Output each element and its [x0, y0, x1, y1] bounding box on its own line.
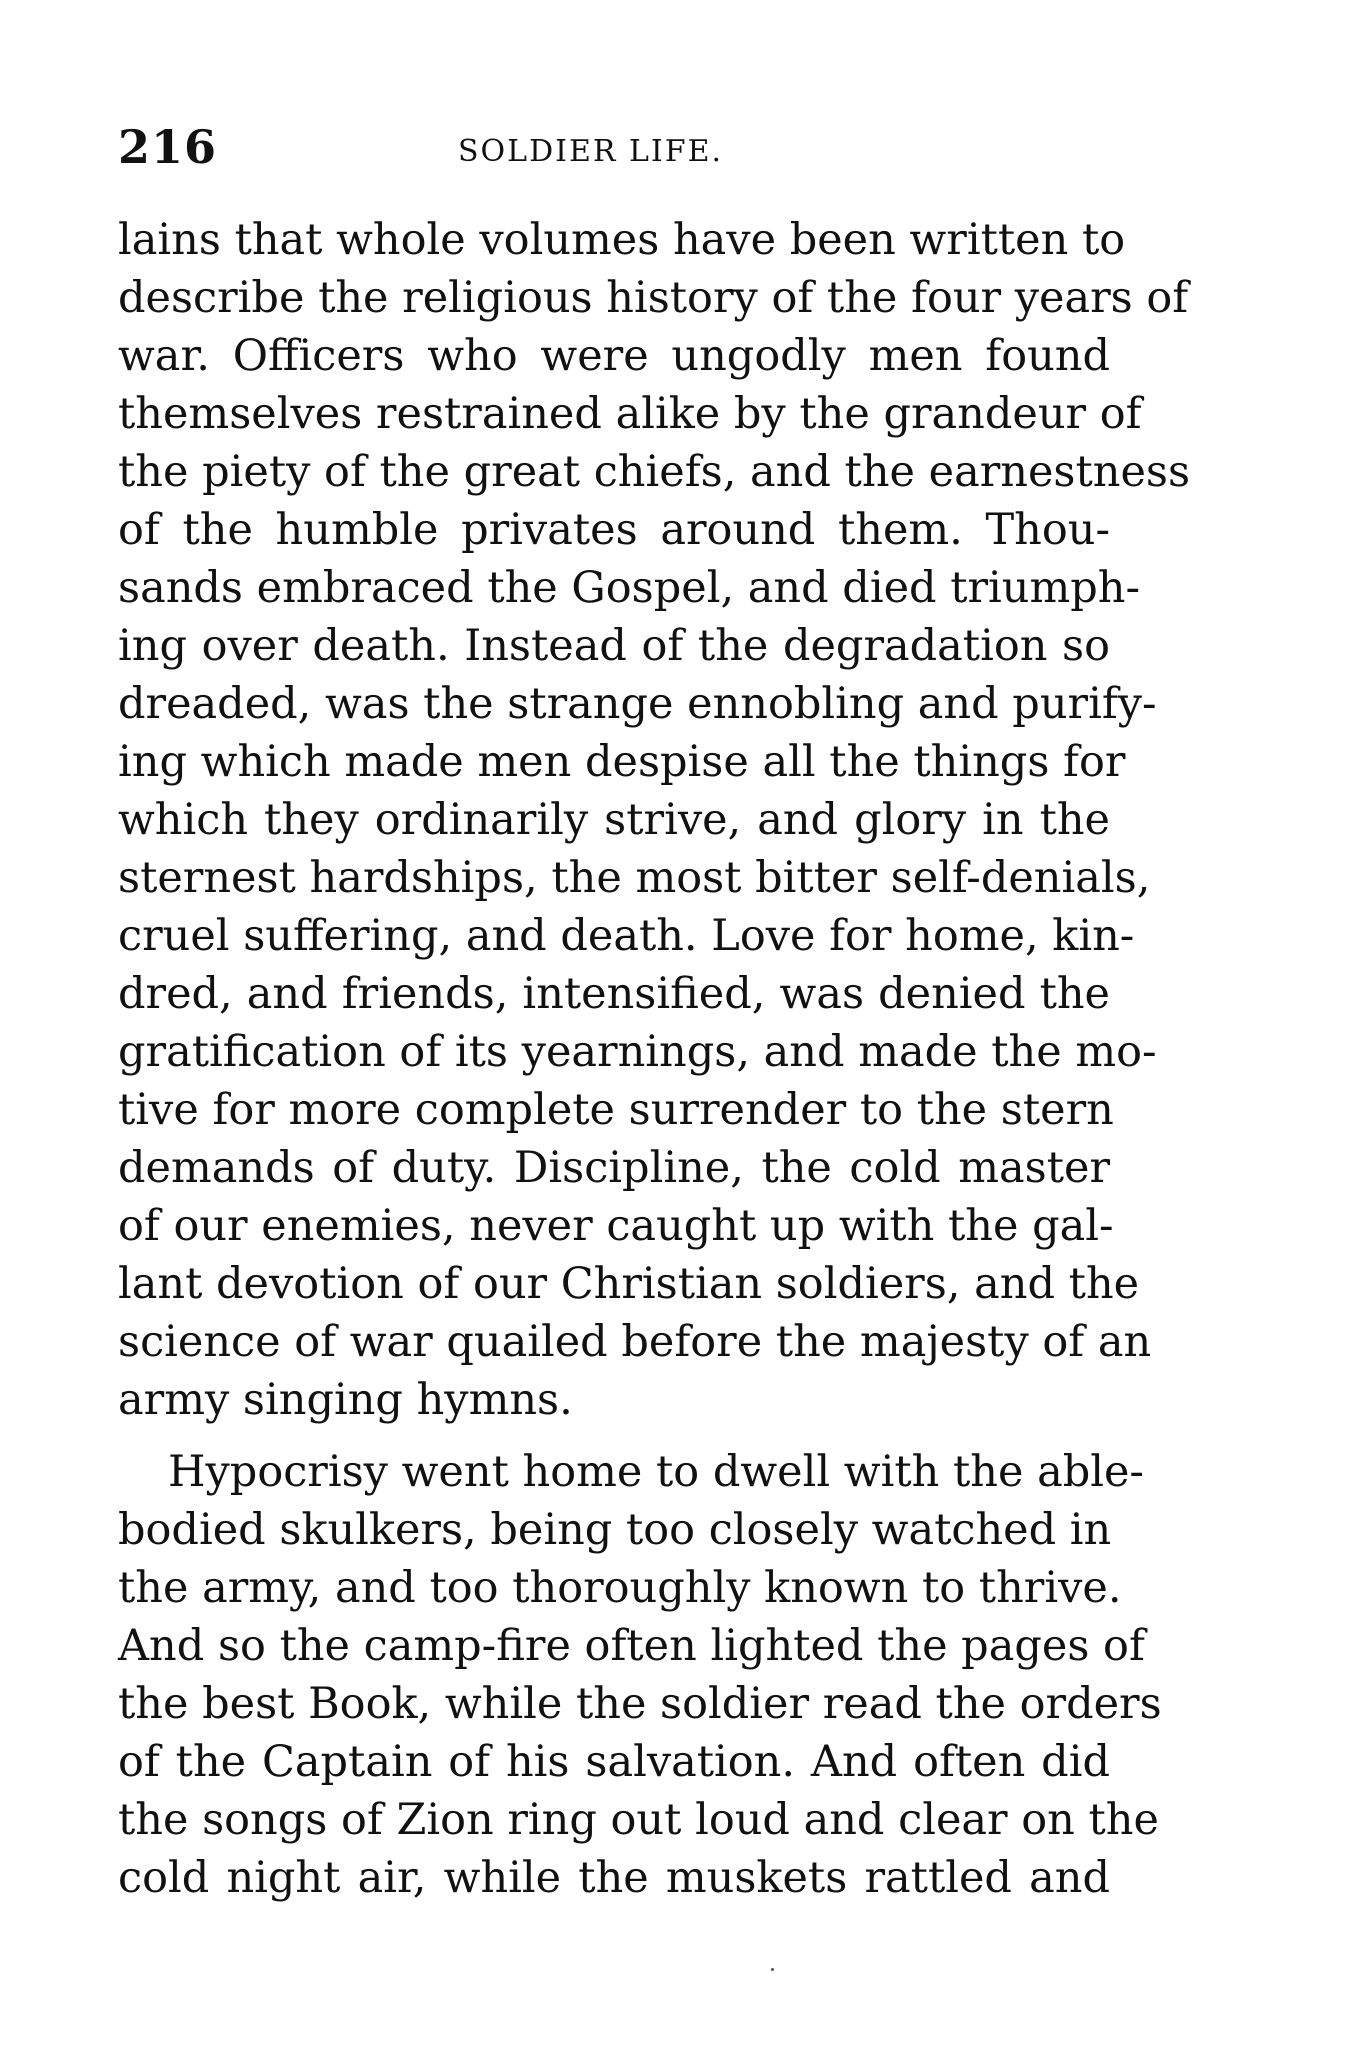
paragraph-1	[118, 211, 1191, 1429]
text-line: the best Book, while the soldier read the orders	[118, 1679, 1162, 1729]
text-line: cold night air, while the muskets rattled and	[118, 1853, 1110, 1903]
text-line: And so the camp-fire often lighted the pages of	[118, 1621, 1145, 1671]
text-line: lains that whole volumes have been written to	[118, 215, 1126, 265]
text-line: ing over death. Instead of the degradation so	[118, 621, 1110, 671]
text-line: tive for more complete surrender to the stern	[118, 1085, 1114, 1135]
running-head: SOLDIER LIFE.	[458, 134, 724, 169]
paragraph-2	[118, 1443, 1162, 1907]
text-line: demands of duty. Discipline, the cold master	[118, 1143, 1110, 1193]
text-line: ing which made men despise all the things for	[118, 737, 1126, 787]
text-line: of the Captain of his salvation. And often did	[118, 1737, 1110, 1787]
text-line: themselves restrained alike by the grandeur of	[118, 389, 1142, 439]
page-header	[118, 120, 1110, 180]
text-line: Hypocrisy went home to dwell with the able-	[168, 1447, 1144, 1497]
text-line: the army, and too thoroughly known to thrive.	[118, 1563, 1122, 1613]
text-line: sternest hardships, the most bitter self-denials,	[118, 853, 1151, 903]
text-line: lant devotion of our Christian soldiers, and the	[118, 1259, 1140, 1309]
text-line: bodied skulkers, being too closely watched in	[118, 1505, 1112, 1555]
text-line: dred, and friends, intensified, was denied the	[118, 969, 1110, 1019]
text-line: which they ordinarily strive, and glory in the	[118, 795, 1110, 845]
text-line: the piety of the great chiefs, and the earnestness	[118, 447, 1191, 497]
text-line: the songs of Zion ring out loud and clear on the	[118, 1795, 1159, 1845]
text-line: war. Officers who were ungodly men found	[118, 331, 1110, 381]
text-line: cruel suffering, and death. Love for home, kin-	[118, 911, 1135, 961]
text-line: sands embraced the Gospel, and died triumph-	[118, 563, 1141, 613]
text-line: describe the religious history of the four years of	[118, 273, 1189, 323]
page-number: 216	[118, 120, 218, 174]
text-line: science of war quailed before the majesty of an	[118, 1317, 1152, 1367]
text-line: of the humble privates around them. Thou-	[118, 505, 1110, 555]
text-line: dreaded, was the strange ennobling and purify-	[118, 679, 1157, 729]
text-line: gratification of its yearnings, and made the mo-	[118, 1027, 1157, 1077]
text-line: of our enemies, never caught up with the gal-	[118, 1201, 1114, 1251]
text-line: army singing hymns.	[118, 1375, 573, 1425]
print-speck	[771, 1968, 774, 1971]
paragraph-gap	[118, 1429, 1110, 1443]
body-text	[118, 211, 1191, 1907]
